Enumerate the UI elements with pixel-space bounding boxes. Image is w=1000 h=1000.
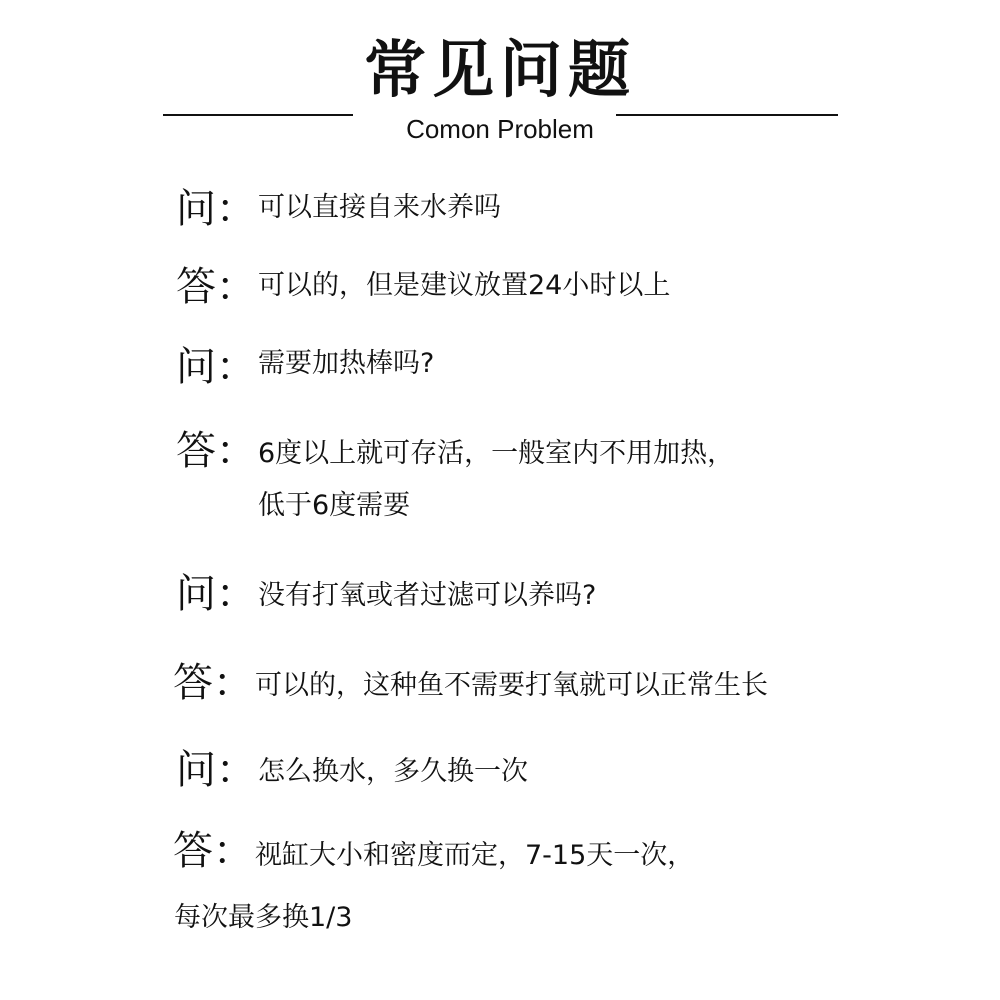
question-marker: 问： — [176, 344, 256, 390]
answer-marker: 答： — [173, 660, 253, 706]
answer-marker: 答： — [176, 428, 256, 474]
title-rule-right — [616, 114, 838, 116]
question-marker: 问： — [176, 186, 256, 232]
question-text: 需要加热棒吗? — [258, 348, 435, 379]
answer-text: 6度以上就可存活，一般室内不用加热， — [258, 438, 735, 469]
question-text: 怎么换水，多久换一次 — [258, 756, 528, 787]
question-text: 可以直接自来水养吗 — [258, 192, 501, 223]
answer-text: 视缸大小和密度而定，7-15天一次， — [255, 840, 695, 871]
page-subtitle: Comon Problem — [406, 114, 594, 144]
answer-marker: 答： — [176, 264, 256, 310]
question-marker: 问： — [176, 571, 256, 617]
answer-marker: 答： — [173, 828, 253, 874]
question-text: 没有打氧或者过滤可以养吗? — [258, 580, 597, 611]
answer-text-continued: 每次最多换1/3 — [174, 902, 353, 933]
answer-text-continued: 低于6度需要 — [258, 490, 411, 521]
question-marker: 问： — [176, 747, 256, 793]
page-title: 常见问题 — [363, 33, 636, 106]
answer-text: 可以的，但是建议放置24小时以上 — [258, 270, 671, 301]
answer-text: 可以的，这种鱼不需要打氧就可以正常生长 — [255, 670, 768, 701]
